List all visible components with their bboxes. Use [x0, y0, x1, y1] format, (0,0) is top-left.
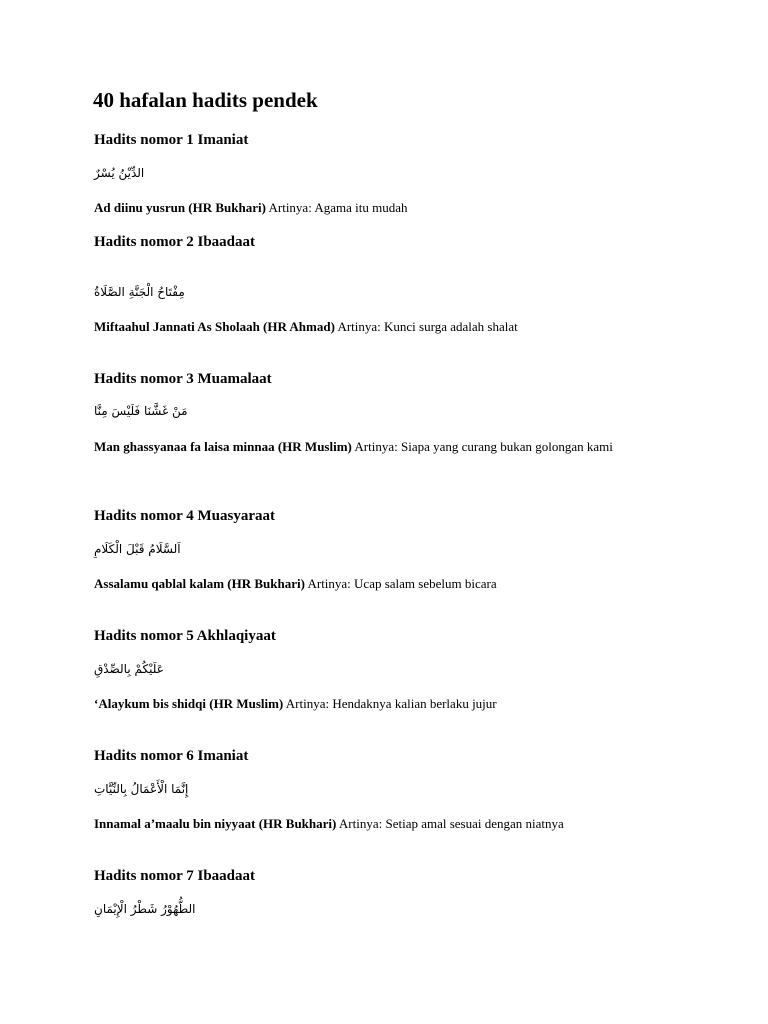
hadith-5-text	[94, 695, 674, 713]
hadith-3-translation: Artinya: Siapa yang curang bukan golongan kami	[351, 439, 613, 454]
hadith-5-arabic: عَلَيْكُمْ بِالصِّدْقِ	[94, 662, 164, 676]
hadith-4-heading: Hadits nomor 4 Muasyaraat	[94, 508, 275, 524]
hadith-7-arabic: الطُّهُوْرُ شَطْرُ الْإِيْمَانِ	[94, 902, 196, 916]
hadith-5-latin: ‘Alaykum bis shidqi (HR Muslim)	[94, 696, 284, 711]
hadith-4-text	[94, 575, 674, 593]
hadith-4-translation: Artinya: Ucap salam sebelum bicara	[304, 576, 497, 591]
hadith-2-latin: Miftaahul Jannati As Sholaah (HR Ahmad)	[94, 319, 335, 334]
hadith-5-heading: Hadits nomor 5 Akhlaqiyaat	[94, 628, 276, 644]
hadith-3-text	[94, 438, 674, 456]
hadith-7-heading: Hadits nomor 7 Ibaadaat	[94, 868, 256, 884]
hadith-3-latin: Man ghassyanaa fa laisa minnaa (HR Muslim)	[94, 439, 352, 454]
hadith-1-translation: Artinya: Agama itu mudah	[265, 200, 408, 215]
hadith-1-latin: Ad diinu yusrun (HR Bukhari)	[94, 200, 266, 215]
hadith-4-latin: Assalamu qablal kalam (HR Bukhari)	[94, 576, 305, 591]
hadith-6-heading: Hadits nomor 6 Imaniat	[94, 748, 249, 764]
hadith-6-text	[94, 815, 674, 833]
hadith-5-translation: Artinya: Hendaknya kalian berlaku jujur	[283, 696, 497, 711]
hadith-2-heading: Hadits nomor 2 Ibaadaat	[94, 234, 256, 250]
hadith-6-arabic: إِنَّمَا الْأَعْمَالُ بِالنِّيَّاتِ	[94, 782, 189, 796]
hadith-2-translation: Artinya: Kunci surga adalah shalat	[334, 319, 518, 334]
hadith-1-text	[94, 199, 674, 217]
hadith-6-translation: Artinya: Setiap amal sesuai dengan niatnya	[336, 816, 564, 831]
hadith-3-arabic: مَنْ غَشَّنَا فَلَيْسَ مِنَّا	[94, 404, 188, 418]
hadith-2-arabic: مِفْتَاحُ الْجَنَّةِ الصَّلَاةُ	[94, 285, 185, 299]
hadith-1-arabic: الدِّيْنُ يُسْرٌ	[94, 166, 145, 180]
hadith-2-text	[94, 318, 674, 336]
hadith-4-arabic: اَلسَّلَامُ قَبْلَ الْكَلَامِ	[94, 542, 181, 556]
hadith-3-heading: Hadits nomor 3 Muamalaat	[94, 371, 272, 387]
document-title: 40 hafalan hadits pendek	[93, 88, 318, 112]
hadith-6-latin: Innamal a’maalu bin niyyaat (HR Bukhari)	[94, 816, 337, 831]
hadith-1-heading: Hadits nomor 1 Imaniat	[94, 132, 249, 148]
